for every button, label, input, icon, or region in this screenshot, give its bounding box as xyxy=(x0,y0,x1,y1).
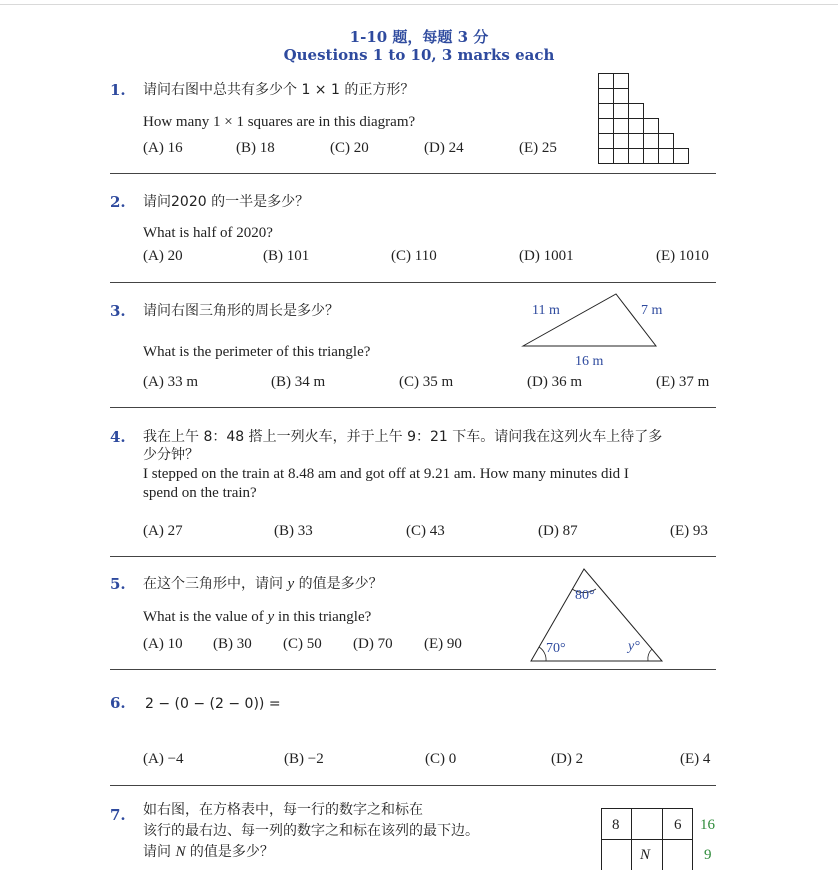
question-4-text-cn-line2: 少分钟？ xyxy=(143,447,199,463)
q5-en-pre: What is the value of xyxy=(143,609,264,625)
question-3-text-cn: 请问右图三角形的周长是多少？ xyxy=(143,303,339,319)
question-1-text-cn: 请问右图中总共有多少个 1 × 1 的正方形？ xyxy=(143,82,415,98)
question-4-text-en-line1: I stepped on the train at 8.48 am and got off at 9.21 am. How many minutes did I xyxy=(143,466,629,482)
top-border xyxy=(0,4,838,5)
question-7-text-line1: 如右图，在方格表中，每一行的数字之和标在 xyxy=(143,802,423,818)
q7-row2-sum: 9 xyxy=(704,847,712,863)
q6-option-a[interactable]: (A) −4 xyxy=(143,751,184,767)
q1-option-e[interactable]: (E) 25 xyxy=(519,140,557,156)
question-1-text-en: How many 1 × 1 squares are in this diagram? xyxy=(143,114,416,130)
question-3-text-en: What is the perimeter of this triangle? xyxy=(143,344,371,360)
section-title-cn: 1-10 题，每题 3 分 xyxy=(349,28,489,46)
question-1-number: 1. xyxy=(110,81,126,99)
q1-option-c[interactable]: (C) 20 xyxy=(330,140,369,156)
q3-option-c[interactable]: (C) 35 m xyxy=(399,374,454,390)
q3-side-right-label: 7 m xyxy=(641,303,663,318)
q2-option-c[interactable]: (C) 110 xyxy=(391,248,437,264)
q7-cell-r2c2: N xyxy=(640,847,651,863)
q5-option-b[interactable]: (B) 30 xyxy=(213,636,252,652)
q4-option-d[interactable]: (D) 87 xyxy=(538,523,578,539)
question-6-number: 6. xyxy=(110,694,126,712)
question-6-expression: 2 − (0 − (2 − 0)) = xyxy=(145,696,281,712)
q2-option-e[interactable]: (E) 1010 xyxy=(656,248,709,264)
question-divider xyxy=(110,556,716,557)
q5-option-c[interactable]: (C) 50 xyxy=(283,636,322,652)
q4-option-b[interactable]: (B) 33 xyxy=(274,523,313,539)
q5-cn-post: 的值是多少？ xyxy=(298,576,383,592)
q1-squares-diagram xyxy=(598,73,691,165)
q5-option-e[interactable]: (E) 90 xyxy=(424,636,462,652)
question-divider xyxy=(110,785,716,786)
q6-option-d[interactable]: (D) 2 xyxy=(551,751,584,767)
q5-left-angle-label: 70° xyxy=(546,641,566,656)
q5-cn-pre: 在这个三角形中，请问 xyxy=(143,576,283,592)
q2-option-a[interactable]: (A) 20 xyxy=(143,248,183,264)
question-2-number: 2. xyxy=(110,193,126,211)
question-divider xyxy=(110,173,716,174)
q7-line3-post: 的值是多少？ xyxy=(189,844,274,860)
q7-row1-sum: 16 xyxy=(700,817,715,833)
question-5-number: 5. xyxy=(110,575,126,593)
q7-line3-pre: 请问 xyxy=(143,844,171,860)
question-4-number: 4. xyxy=(110,428,126,446)
q7-cell-r1c1: 8 xyxy=(612,817,620,833)
q3-option-b[interactable]: (B) 34 m xyxy=(271,374,326,390)
section-title-en: Questions 1 to 10, 3 marks each xyxy=(283,46,555,64)
q5-en-var: y xyxy=(267,609,275,625)
question-2-text-en: What is half of 2020? xyxy=(143,225,273,241)
question-7-number: 7. xyxy=(110,806,126,824)
q4-option-c[interactable]: (C) 43 xyxy=(406,523,445,539)
q1-option-b[interactable]: (B) 18 xyxy=(236,140,275,156)
q6-option-c[interactable]: (C) 0 xyxy=(425,751,457,767)
question-4-text-en-line2: spend on the train? xyxy=(143,485,257,501)
q4-option-a[interactable]: (A) 27 xyxy=(143,523,183,539)
q3-option-e[interactable]: (E) 37 m xyxy=(656,374,710,390)
q5-right-angle-label: y° xyxy=(628,639,640,654)
q3-option-d[interactable]: (D) 36 m xyxy=(527,374,582,390)
q3-triangle-diagram xyxy=(520,290,663,350)
q6-option-b[interactable]: (B) −2 xyxy=(284,751,324,767)
question-7-text-line2: 该行的最右边、每一列的数字之和标在该列的最下边。 xyxy=(143,823,479,839)
question-3-number: 3. xyxy=(110,302,126,320)
q1-option-a[interactable]: (A) 16 xyxy=(143,140,183,156)
question-divider xyxy=(110,282,716,283)
q7-line3-var: N xyxy=(175,844,186,860)
q6-option-e[interactable]: (E) 4 xyxy=(680,751,711,767)
q4-option-e[interactable]: (E) 93 xyxy=(670,523,708,539)
question-divider xyxy=(110,669,716,670)
q7-cell-r1c3: 6 xyxy=(674,817,682,833)
question-divider xyxy=(110,407,716,408)
q3-side-left-label: 11 m xyxy=(532,303,560,318)
q5-option-d[interactable]: (D) 70 xyxy=(353,636,393,652)
q5-en-post: in this triangle? xyxy=(277,609,372,625)
q5-top-angle-label: 80° xyxy=(575,588,595,603)
q3-option-a[interactable]: (A) 33 m xyxy=(143,374,198,390)
question-5-text-cn xyxy=(143,575,383,593)
q5-cn-var: y xyxy=(287,576,295,592)
q2-option-b[interactable]: (B) 101 xyxy=(263,248,310,264)
question-4-text-cn-line1: 我在上午 8：48 搭上一列火车，并于上午 9：21 下车。请问我在这列火车上待了多 xyxy=(143,429,663,445)
q1-option-d[interactable]: (D) 24 xyxy=(424,140,464,156)
q3-base-label: 16 m xyxy=(575,354,604,369)
q2-option-d[interactable]: (D) 1001 xyxy=(519,248,574,264)
q5-option-a[interactable]: (A) 10 xyxy=(143,636,183,652)
question-2-text-cn: 请问2020 的一半是多少？ xyxy=(143,194,310,210)
question-7-text-line3 xyxy=(143,843,274,861)
question-5-text-en xyxy=(143,608,371,626)
